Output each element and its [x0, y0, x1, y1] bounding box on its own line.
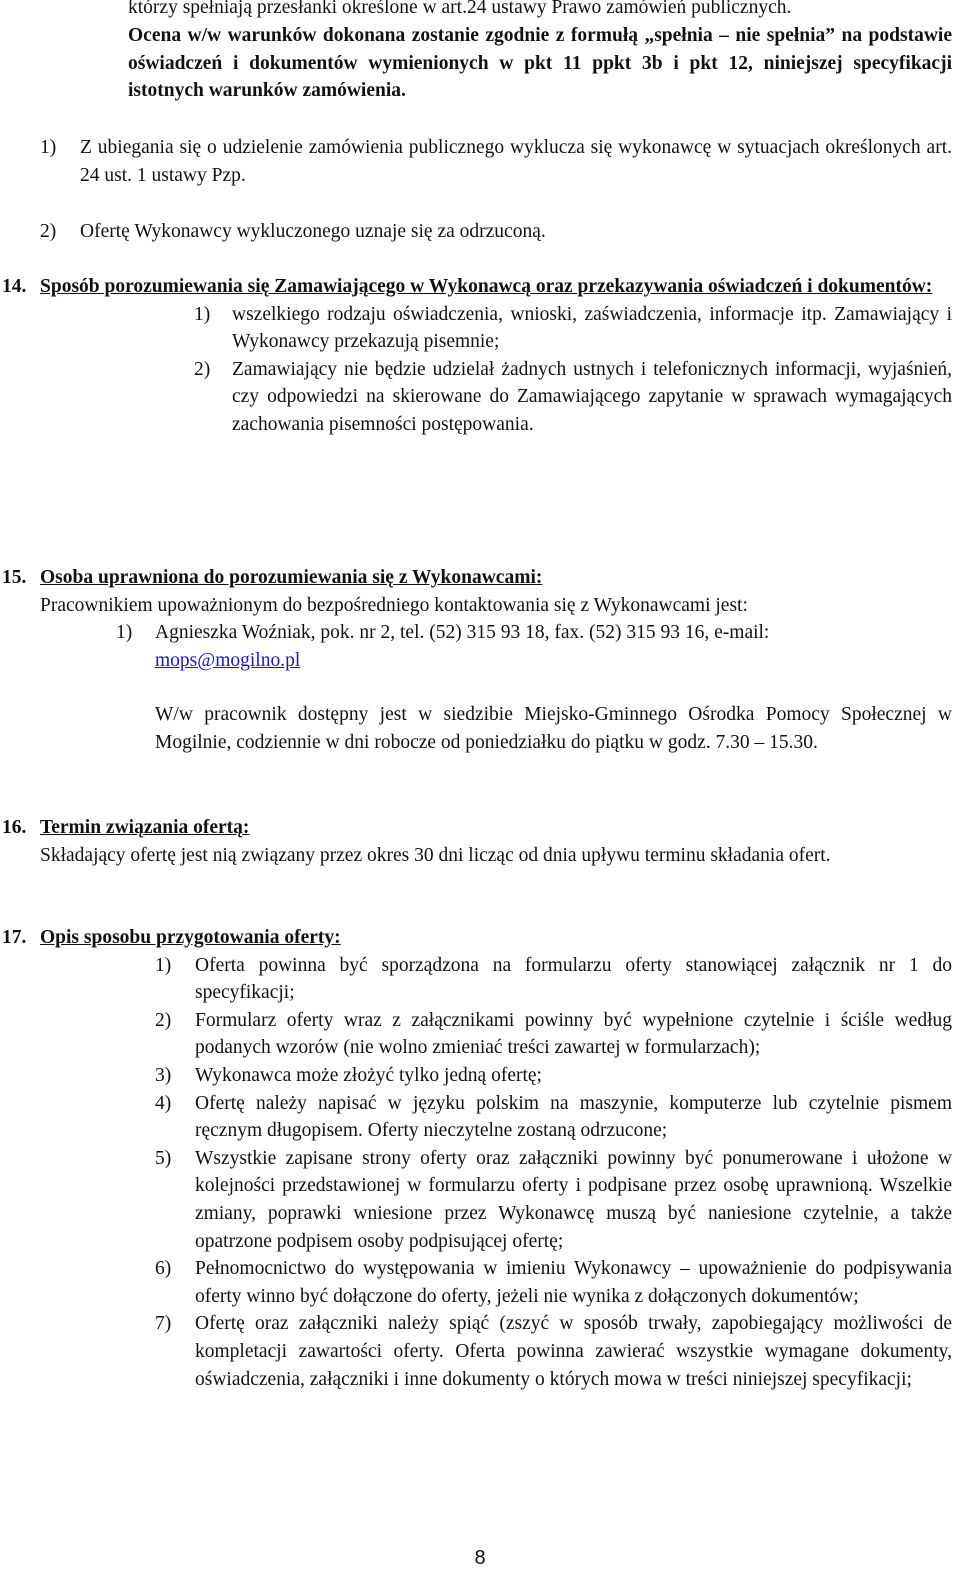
list-item: [2, 1255, 952, 1310]
item-number: 4): [155, 1092, 172, 1114]
item-number: 1): [116, 622, 133, 644]
section-number: 16.: [2, 817, 27, 838]
item-number: 7): [155, 1313, 172, 1335]
item-text: Oferta powinna być sporządzona na formularzu oferty stanowiącej załącznik nr 1 do specyfikacji;: [195, 954, 952, 1004]
exclusion-item-1: [40, 134, 952, 189]
section-17: [2, 924, 952, 1393]
section-15: [2, 564, 952, 757]
availability-note: W/w pracownik dostępny jest w siedzibie Miejsko-Gminnego Ośrodka Pomocy Społecznej w Mogilnie, codziennie w dni robocze od poniedziałku do piątku w godz. 7.30 – 15.30.: [155, 704, 952, 753]
section-title: Sposób porozumiewania się Zamawiającego w Wykonawcą oraz przekazywania oświadczeń i dokumentów:: [40, 276, 933, 297]
section-text: Składający ofertę jest nią związany przez okres 30 dni licząc od dnia upływu terminu składania ofert.: [40, 844, 831, 866]
item-number: 2): [194, 358, 211, 380]
section-number: 15.: [2, 567, 27, 588]
list-item: [2, 952, 952, 1007]
item-text: Wszystkie zapisane strony oferty oraz załączniki powinny być ponumerowane i ułożone w kolejności przedstawionej w formularzu oferty i podpisane przez osobę uprawnioną. Wszelkie zmiany, poprawki wniesione przez Wykonawcę muszą być naniesione czytelnie, a także opatrzone podpisem osoby podpisującej ofertę;: [195, 1147, 952, 1252]
list-item: [2, 1062, 952, 1090]
item-number: 5): [155, 1147, 172, 1169]
exclusion-number: 2): [40, 221, 57, 242]
item-text: Ofertę oraz załączniki należy spiąć (zszyć w sposób trwały, zapobiegający możliwości de kompletacji zawartości oferty. Oferta powinna zawierać wszystkie wymagane dokumenty, oświadczenia, załączniki i inne dokumenty o których mowa w treści niniejszej specyfikacji;: [195, 1313, 952, 1390]
item-text: Ofertę należy napisać w języku polskim na maszynie, komputerze lub czytelnie pismem ręcznym długopisem. Oferty nieczytelne zostaną odrzucone;: [195, 1092, 952, 1142]
item-number: 1): [155, 954, 172, 976]
section-number: 17.: [2, 927, 27, 948]
item-text: Pełnomocnictwo do występowania w imieniu Wykonawcy – upoważnienie do podpisywania oferty winno być dołączone do oferty, jeżeli nie wynika z dołączonych dokumentów;: [195, 1258, 952, 1307]
item-text: Wykonawca może złożyć tylko jedną ofertę;: [195, 1064, 542, 1086]
exclusion-item-2: [40, 218, 952, 246]
list-item: [2, 1007, 952, 1062]
exclusion-text: Ofertę Wykonawcy wykluczonego uznaje się za odrzuconą.: [80, 221, 546, 242]
exclusion-number: 1): [40, 137, 57, 158]
section-lead: Pracownikiem upoważnionym do bezpośredniego kontaktowania się z Wykonawcami jest:: [40, 594, 748, 616]
item-text: Zamawiający nie będzie udzielał żadnych ustnych i telefonicznych informacji, wyjaśnień, czy odpowiedzi na skierowane do Zamawiającego zapytanie w sprawach wymagających zachowania pisemności postępowania.: [232, 358, 952, 435]
contact-text: Agnieszka Woźniak, pok. nr 2, tel. (52) 315 93 18, fax. (52) 315 93 16, e-mail:: [155, 622, 770, 644]
item-number: 6): [155, 1258, 172, 1280]
section-title: Termin związania ofertą:: [40, 817, 250, 838]
intro-bold-paragraph: Ocena w/w warunków dokonana zostanie zgodnie z formułą „spełnia – nie spełnia” na podstawie oświadczeń i dokumentów wymienionych w pkt 11 ppkt 3b i pkt 12, niniejszej specyfikacji istotnych warunków zamówienia.: [128, 25, 952, 102]
page-number: 8: [474, 1547, 486, 1569]
exclusion-text: Z ubiegania się o udzielenie zamówienia publicznego wyklucza się wykonawcę w sytuacjach określonych art. 24 ust. 1 ustawy Pzp.: [80, 137, 952, 186]
section-title: Opis sposobu przygotowania oferty:: [40, 927, 341, 948]
section-title: Osoba uprawniona do porozumiewania się z Wykonawcami:: [40, 567, 543, 588]
list-item: [2, 1310, 952, 1393]
item-text: Formularz oferty wraz z załącznikami powinny być wypełnione czytelnie i ściśle według podanych wzorów (nie wolno zmieniać treści zawartej w formularzach);: [195, 1009, 952, 1059]
section-16: [2, 814, 952, 869]
list-item: [2, 1145, 952, 1255]
email-link[interactable]: mops@mogilno.pl: [155, 649, 301, 671]
intro-line: którzy spełniają przesłanki określone w art.24 ustawy Prawo zamówień publicznych.: [128, 0, 792, 18]
list-item: [2, 1090, 952, 1145]
item-number: 2): [155, 1009, 172, 1031]
section-number: 14.: [2, 276, 27, 297]
item-text: wszelkiego rodzaju oświadczenia, wnioski, zaświadczenia, informacje itp. Zamawiający i Wykonawcy przekazują pisemnie;: [232, 303, 952, 353]
item-number: 3): [155, 1064, 172, 1086]
item-number: 1): [194, 303, 211, 325]
section-14: [2, 273, 952, 439]
